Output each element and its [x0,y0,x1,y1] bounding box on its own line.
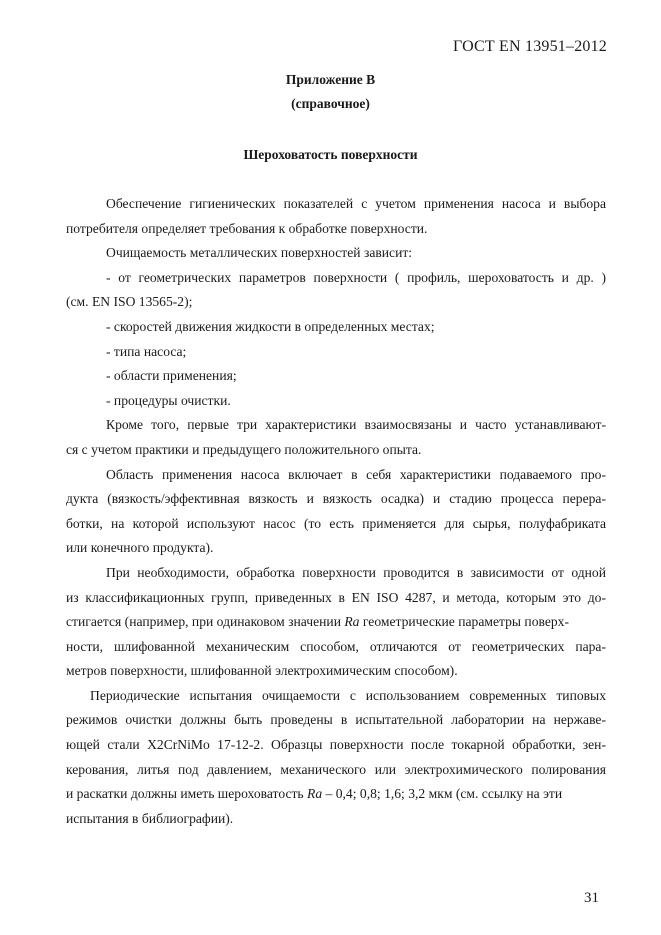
text-line: Периодические испытания очищаемости с использованием современных типовых [90,687,606,703]
text-line: - скоростей движения жидкости в определенных местах; [106,318,435,334]
ra-symbol: Ra [344,614,360,630]
text-span: геометрические параметры поверх- [359,614,569,630]
text-line: потребителя определяет требования к обработке поверхности. [66,220,428,236]
text-line [66,782,606,807]
text-line: Очищаемость металлических поверхностей зависит: [106,245,413,261]
text-span: и раскатки должны иметь шероховатость [66,786,308,802]
text-line: Область применения насоса включает в себя характеристики подаваемого про- [106,466,606,482]
text-line: или конечного продукта). [66,540,214,556]
text-line: ности, шлифованной механическим способом, отличаются от геометрических пара- [66,638,606,654]
text-line: (см. EN ISO 13565-2); [66,294,193,310]
text-line: ботки, на которой используют насос (то есть применяется для сырья, полуфабриката [66,515,606,531]
text-line: При необходимости, обработка поверхности проводится в зависимости от одной [106,564,606,580]
annex-subtitle: (справочное) [291,96,370,111]
section-heading: Шероховатость поверхности [243,147,418,162]
text-span: стигается (например, при одинаковом значении [66,614,345,630]
document-code: ГОСТ EN 13951–2012 [453,38,607,55]
text-line: метров поверхности, шлифованной электрохимическим способом). [66,663,458,679]
text-line: из классификационных групп, приведенных в EN ISO 4287, и метода, которым это до- [66,589,606,605]
text-line: ющей стали X2CrNiMo 17-12-2. Образцы поверхности после токарной обработки, зен- [66,737,606,753]
text-line: Обеспечение гигиенических показателей с учетом применения насоса и выбора [106,196,606,211]
text-line [66,610,606,635]
text-line: - типа насоса; [106,343,187,359]
ra-symbol: Ra [307,786,323,802]
text-line: - процедуры очистки. [106,392,231,408]
text-span: – 0,4; 0,8; 1,6; 3,2 мкм (см. ссылку на эти [322,786,563,802]
text-line: дукта (вязкость/эффективная вязкость и вязкость осадка) и стадию процесса перера- [66,491,606,507]
text-line: Кроме того, первые три характеристики взаимосвязаны и часто устанавливают- [106,417,606,433]
page-number: 31 [584,890,599,906]
text-line: - области применения; [106,368,237,384]
text-line: керования, литья под давлением, механического или электрохимического полирования [66,761,606,777]
annex-title: Приложение В [285,72,376,87]
text-line: режимов очистки должны быть проведены в испытательной лаборатории на нержаве- [66,712,606,728]
text-line: ся с учетом практики и предыдущего положительного опыта. [66,441,422,457]
text-line: испытания в библиографии). [66,810,234,826]
text-line: - от геометрических параметров поверхности ( профиль, шероховатость и др. ) [106,269,606,285]
body-text [66,192,606,831]
